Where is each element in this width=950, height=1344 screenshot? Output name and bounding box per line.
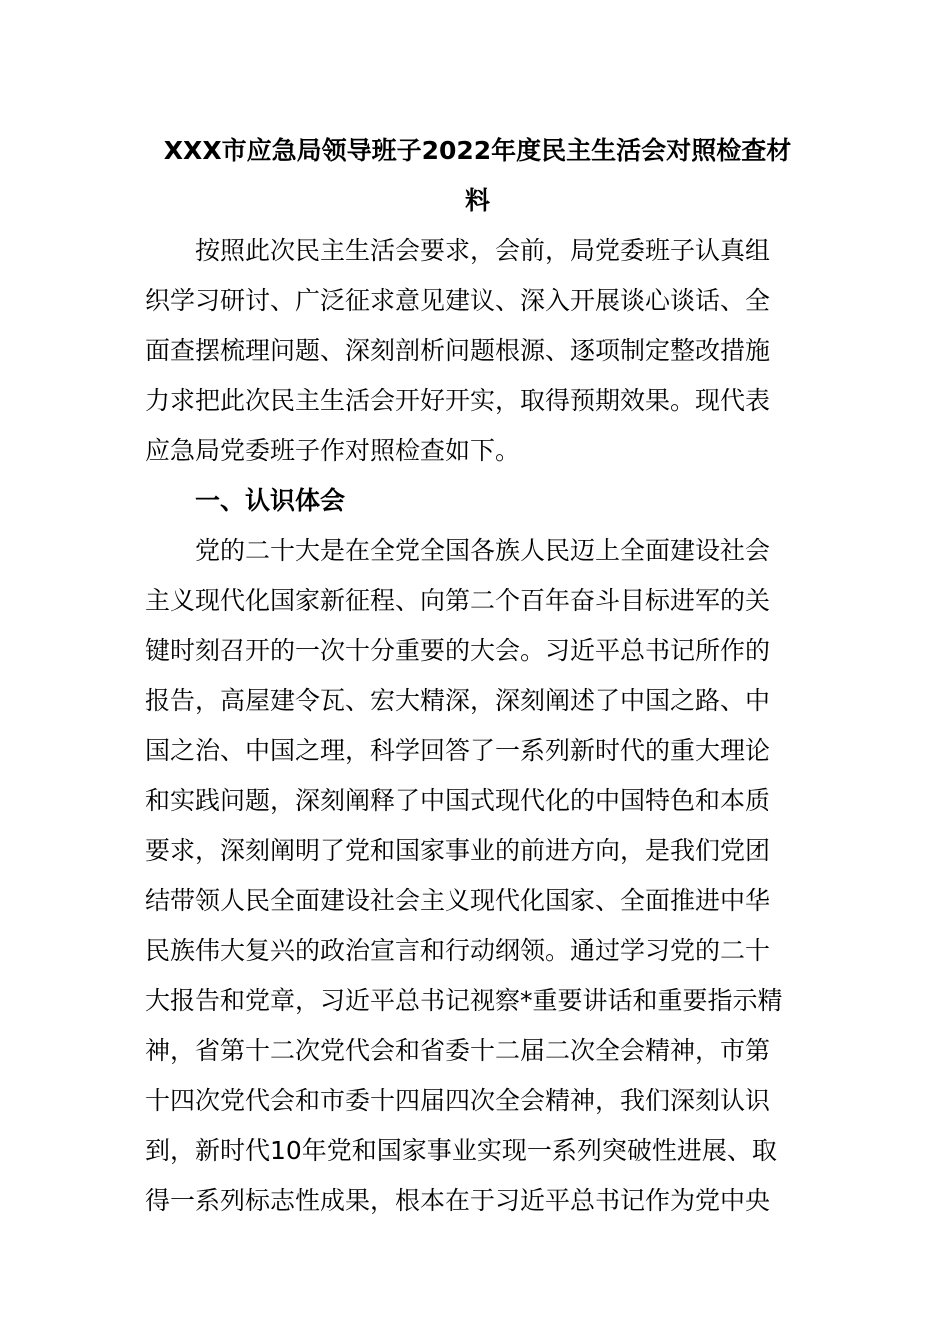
paragraph-line: 报告，高屋建令瓦、宏大精深，深刻阐述了中国之路、中 bbox=[145, 686, 771, 715]
paragraph-line: 国之治、中国之理，科学回答了一系列新时代的重大理论 bbox=[145, 736, 771, 765]
document-title-line2: 料 bbox=[464, 186, 490, 215]
paragraph-line: 面查摆梳理问题、深刻剖析问题根源、逐项制定整改措施 bbox=[145, 336, 771, 365]
paragraph-line: 得一系列标志性成果，根本在于习近平总书记作为党中央 bbox=[145, 1186, 771, 1215]
document-title bbox=[145, 126, 810, 226]
paragraph-line: 和实践问题，深刻阐释了中国式现代化的中国特色和本质 bbox=[145, 786, 771, 815]
section-heading: 一、认识体会 bbox=[195, 486, 346, 515]
paragraph-line: 十四次党代会和市委十四届四次全会精神，我们深刻认识 bbox=[145, 1086, 771, 1115]
paragraph-line: 党的二十大是在全党全国各族人民迈上全面建设社会 bbox=[195, 536, 771, 565]
paragraph-line: 到，新时代10年党和国家事业实现一系列突破性进展、取 bbox=[145, 1136, 777, 1165]
paragraph-line: 力求把此次民主生活会开好开实，取得预期效果。现代表 bbox=[145, 386, 771, 415]
paragraph-line: 大报告和党章，习近平总书记视察*重要讲话和重要指示精 bbox=[145, 986, 783, 1015]
paragraph-line: 结带领人民全面建设社会主义现代化国家、全面推进中华 bbox=[145, 886, 771, 915]
paragraph-line: 要求，深刻阐明了党和国家事业的前进方向，是我们党团 bbox=[145, 836, 771, 865]
paragraph-line: 键时刻召开的一次十分重要的大会。习近平总书记所作的 bbox=[145, 636, 771, 665]
paragraph-line: 应急局党委班子作对照检查如下。 bbox=[145, 436, 521, 465]
paragraph-line: 民族伟大复兴的政治宣言和行动纲领。通过学习党的二十 bbox=[145, 936, 771, 965]
paragraph-line: 织学习研讨、广泛征求意见建议、深入开展谈心谈话、全 bbox=[145, 286, 771, 315]
paragraph-line: 神，省第十二次党代会和省委十二届二次全会精神，市第 bbox=[145, 1036, 771, 1065]
document-title-line1: XXX市应急局领导班子2022年度民主生活会对照检查材 bbox=[163, 136, 792, 165]
paragraph-line: 主义现代化国家新征程、向第二个百年奋斗目标进军的关 bbox=[145, 586, 771, 615]
paragraph-line: 按照此次民主生活会要求，会前，局党委班子认真组 bbox=[195, 236, 771, 265]
